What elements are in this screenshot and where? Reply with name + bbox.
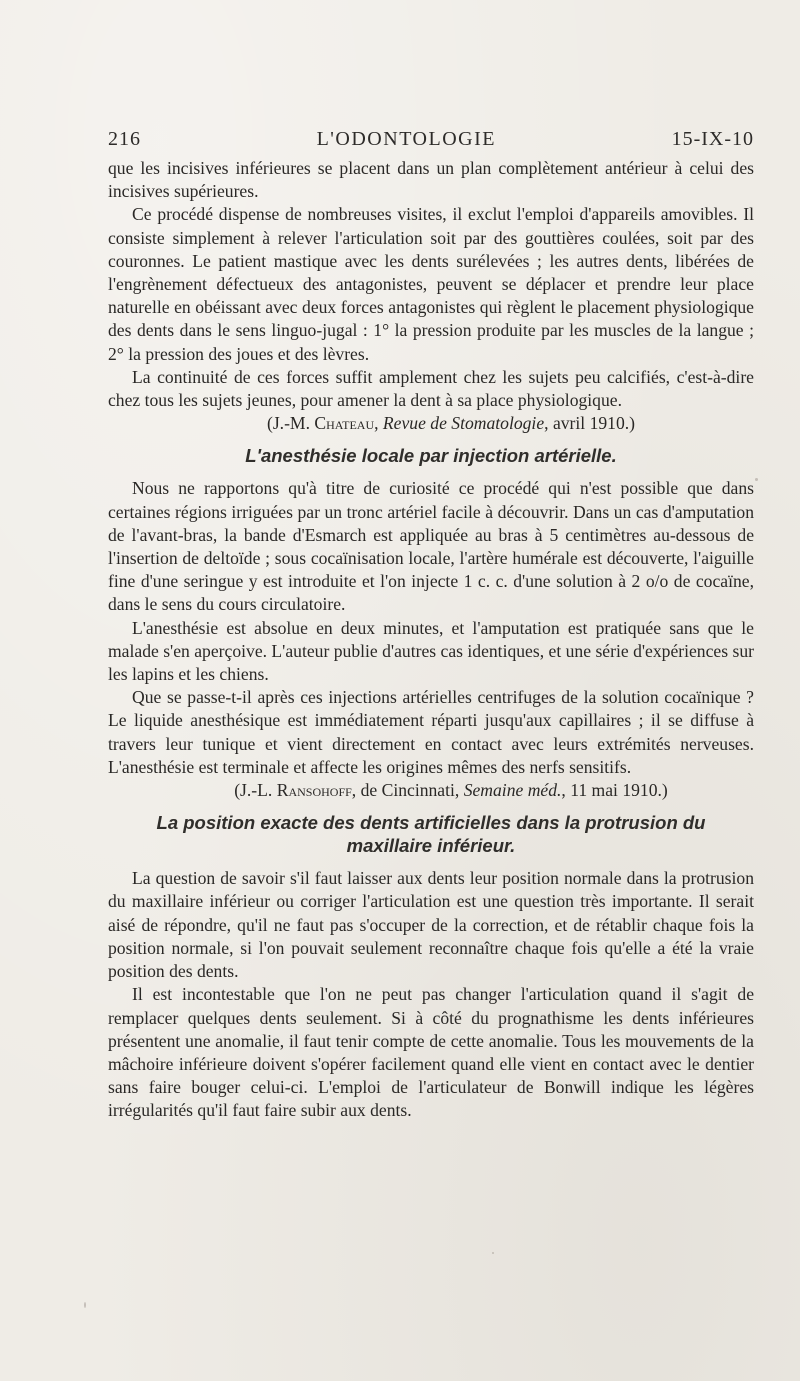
section-heading [108, 811, 754, 857]
citation-close: , avril 1910.) [544, 413, 636, 434]
paper-speck [755, 478, 758, 481]
journal-title: L'ODONTOLOGIE [316, 128, 496, 150]
citation-close: , 11 mai 1910.) [561, 780, 668, 801]
paragraph: La question de savoir s'il faut laisser aux dents leur position normale dans la protrusion du maxillaire inférieur ou corriger l'articulation est une question très importante. Il serait aisé de répondre, qu'il ne faut pas s'occuper de la correction, et de rétablir chaque fois la position normale, si l'on pouvait seulement reconnaître chaque fois qu'elle a été la vraie position des dents. [108, 868, 754, 982]
paragraph: La continuité de ces forces suffit amplement chez les sujets peu calcifiés, c'est-à-dire chez tous les sujets jeunes, pour amener la dent à sa place physiologique. [108, 366, 754, 411]
document-page [108, 128, 754, 1123]
section-anesthesie [108, 444, 754, 802]
paper-speck [492, 1252, 494, 1254]
paragraph: Nous ne rapportons qu'à titre de curiosité ce procédé qui n'est possible que dans certaines régions irriguées par un tronc artériel facile à découvrir. Dans un cas d'amputation de l'avant-bras, la bande d'Esmarch est appliquée au bras à 5 centimètres au-dessous de l'insertion de deltoïde ; sous cocaïnisation locale, l'artère humérale est découverte, l'aiguille fine d'une seringue y est introduite et l'on injecte 1 c. c. d'une solution à 2 o/o de cocaïne, dans le sens du cours circulatoire. [108, 478, 754, 615]
citation-sep: , [374, 413, 383, 434]
paragraph: que les incisives inférieures se placent dans un plan complètement antérieur à celui des incisives supérieures. [108, 158, 754, 202]
citation-author: Ransohoff [276, 780, 352, 801]
heading-line-2: maxillaire inférieur. [346, 835, 516, 857]
paragraph: Que se passe-t-il après ces injections artérielles centrifuges de la solution cocaïnique ? Le liquide anesthésique est immédiatement réparti jusqu'aux capillaires ; il se diffuse à travers leur tunique et vient directement en contact avec leurs extrémités nerveuses. L'anesthésie est terminale et affecte les origines mêmes des nerfs sensitifs. [108, 687, 754, 777]
paper-speck [84, 1302, 86, 1308]
paragraph: Il est incontestable que l'on ne peut pas changer l'articulation quand il s'agit de remplacer quelques dents seulement. Si à côté du prognathisme les dents inférieures présentent une anomalie, il faut tenir compte de cette anomalie. Tous les mouvements de la mâchoire inférieure doivent s'opérer facilement quand elle vient en contact avec le dentier sans faire bouger celui-ci. L'emploi de l'articulateur de Bonwill indique les légères irrégularités qu'il faut faire subir aux dents. [108, 984, 754, 1121]
citation [108, 779, 754, 802]
citation-review: Semaine méd. [463, 780, 562, 801]
citation-open: (J.-L. [234, 780, 277, 801]
section-protrusion [108, 811, 754, 1122]
paragraph: Ce procédé dispense de nombreuses visites, il exclut l'emploi d'appareils amovibles. Il consiste simplement à relever l'articulation soit par des gouttières coulées, soit par des couronnes. Le patient mastique avec les dents surélevées ; les autres dents, libérées de l'engrènement défectueux des antagonistes, peuvent se déplacer et prendre leur place naturelle en obéissant avec deux forces antagonistes qui règlent le placement physiologique des dents dans le sens linguo-jugal : 1° la pression produite par les muscles de la langue ; 2° la pression des joues et des lèvres. [108, 204, 754, 364]
paragraph: L'anesthésie est absolue en deux minutes, et l'amputation est pratiquée sans que le malade s'en aperçoive. L'auteur publie d'autres cas identiques, et une série d'expériences sur les lapins et les chiens. [108, 617, 754, 685]
citation-open: (J.-M. [266, 413, 315, 434]
section-heading: L'anesthésie locale par injection artérielle. [245, 445, 617, 467]
citation-sep: , de Cincinnati, [351, 780, 464, 801]
citation-review: Revue de Stomatologie [382, 413, 545, 434]
citation-author: Chateau [314, 413, 375, 434]
section-continuation [108, 157, 754, 435]
citation [108, 412, 754, 435]
heading-line-1: La position exacte des dents artificielles dans la protrusion du [156, 812, 706, 834]
running-header [108, 128, 754, 151]
issue-date: 15-IX-10 [671, 128, 754, 150]
page-number: 216 [108, 128, 141, 150]
